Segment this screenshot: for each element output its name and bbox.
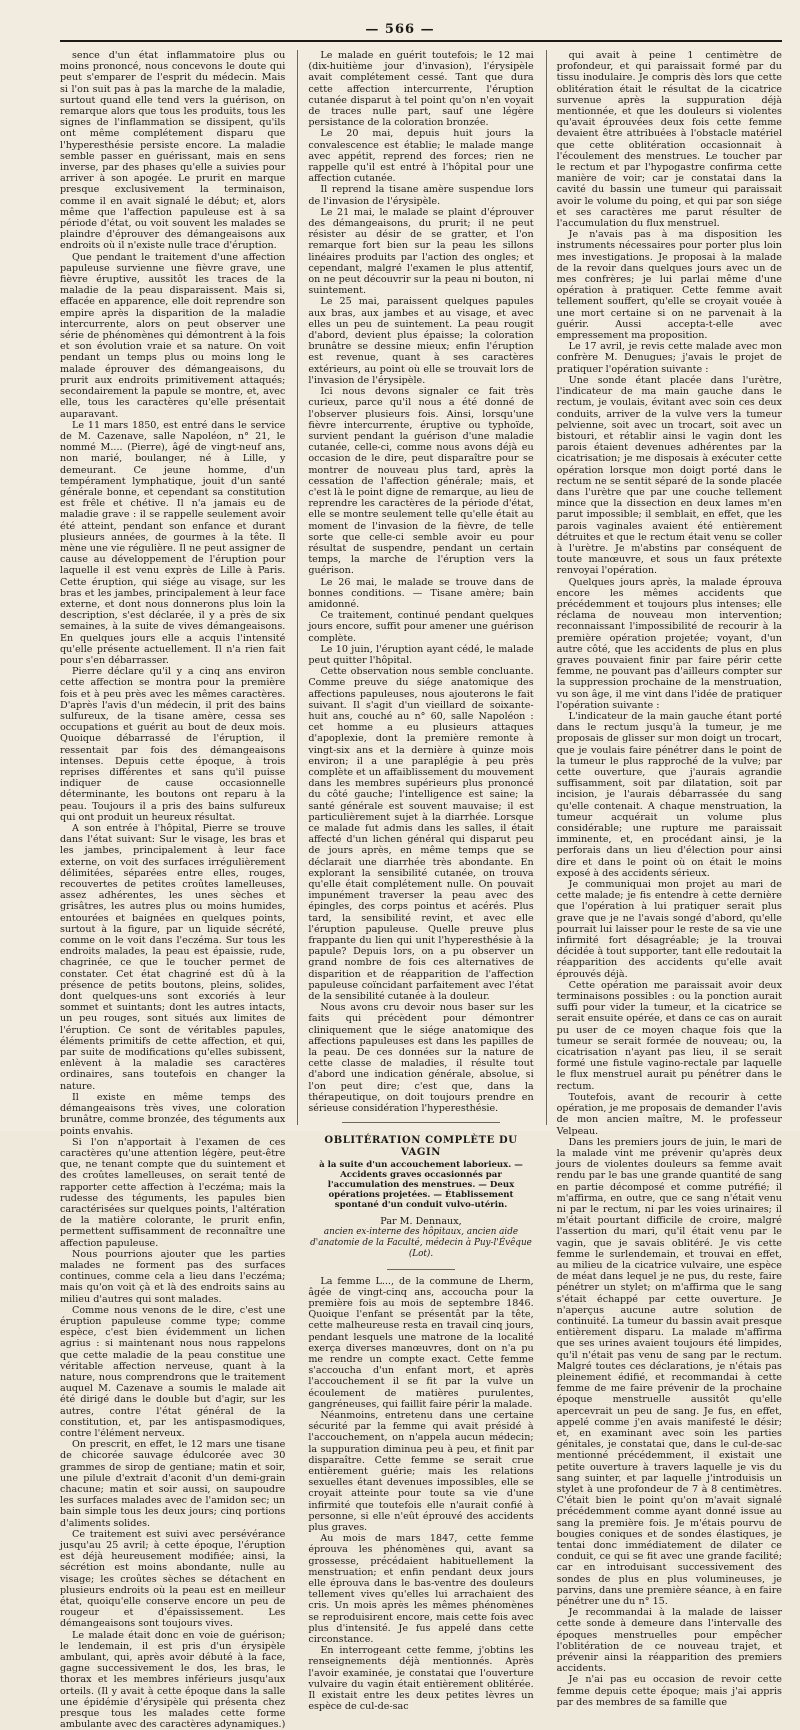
paragraph: Dans les premiers jours de juin, le mari de la malade vint me prévenir qu'après deux jours de violentes douleurs sa femme avait rendu par le bas une grande quantité de sang en partie décomposé et comme putréfié; il m'affirma, en outre, que ce sang n'était venu ni par le rectum, ni par les voies urinaires; il m'était pourtant difficile de croire, malgré l'assertion du mari, qu'il était venu par le vagin, que je savais oblitéré. Je vis cette femme le surlendemain, et trouvai en effet, au milieu de la cicatrice vulvaire, une espèce de méat dans lequel je ne pus, du reste, faire pénétrer un stylet; on m'affirma que le sang s'était échappé par cette ouverture. Je n'aperçus aucune autre solution de continuité. La tumeur du bassin avait presque entièrement disparu. La malade m'affirma que ses urines avaient toujours été limpides, qu'il n'était pas venu de sang par le rectum. Malgré toutes ces déclarations, je n'étais pas pleinement édifié, et recommandai à cette femme de me faire prévenir de la prochaine époque menstruelle aussitôt qu'elle apercevrait un peu de sang. Je fus, en effet, appelé comme j'en avais manifesté le désir; et, en examinant avec soin les parties génitales, je constatai que, dans le cul-de-sac mentionné précédemment, il existait une petite ouverture à travers laquelle je vis du sang suinter, et par laquelle j'introduisis un stylet à une profondeur de 7 à 8 centimètres. C'était bien le point qu'on m'avait signalé précédemment comme ayant donné issue au sang la première fois. Je m'étais pourvu de bougies coniques et de sondes élastiques, je tentai donc immédiatement de dilater ce conduit, ce qui se fit avec une grande facilité; car en introduisant successivement des sondes de plus en plus volumineuses, je parvins, dans une première séance, à en faire pénétrer une du n° 15. xyxy=(556,1136,782,1608)
paragraph: Toutefois, avant de recourir à cette opération, je me proposais de demander l'avis de mon ancien maître, M. le professeur Velpeau. xyxy=(556,1091,782,1137)
paragraph: Nous pourrions ajouter que les parties malades ne forment pas des surfaces continues, comme cela a lieu dans l'eczéma; mais qu'on voit çà et là des endroits sains au milieu d'autres qui sont malades. xyxy=(60,1248,286,1305)
paragraph: Je communiquai mon projet au mari de cette malade; je fis entendre à cette dernière que l'opération à lui pratiquer serait plus grave que je ne l'avais songé d'abord, qu'elle pourrait lui laisser pour le reste de sa vie une infirmité fort désagréable; je la trouvai décidée à tout supporter, tant elle redoutait la réapparition des accidents qu'elle avait éprouvés déjà. xyxy=(556,879,782,980)
paragraph: Pierre déclare qu'il y a cinq ans environ cette affection se montra pour la première fois et à peu près avec les mêmes caractères. D'après l'avis d'un médecin, il prit des bains sulfureux, de la tisane amère, cessa ses occupations et guérit au bout de deux mois. Quoique débarrassé de l'éruption, il ressentait par fois des démangeaisons intenses. Depuis cette époque, à trois reprises différentes et sans qu'il puisse indiquer de cause occasionnelle déterminante, les boutons ont reparu à la peau. Toujours il a pris des bains sulfureux qui ont produit un heureux résultat. xyxy=(60,666,286,823)
paragraph: Le malade était donc en voie de guérison; le lendemain, il est pris d'un érysipèle ambulant, qui, après avoir débuté à la face, gagne successivement le dos, les bras, le thorax et les membres inférieurs jusqu'aux orteils. (Il y avait à cette époque dans la salle une épidémie d'érysipèle qui présenta chez presque tous les malades cette forme ambulante avec des caractères adynamiques.) xyxy=(60,1629,286,1730)
paragraph: Le 17 avril, je revis cette malade avec mon confrère M. Denugues; j'avais le projet de pratiquer l'opération suivante : xyxy=(556,341,782,375)
paragraph: La femme L..., de la commune de Lherm, âgée de vingt-cinq ans, accoucha pour la première fois au mois de septembre 1846. Quoique l'enfant se présentât par la tête, cette malheureuse resta en travail cinq jours, pendant lesquels une matrone de la localité exerça diverses manœuvres, dont on n'a pu me rendre un compte exact. Cette femme s'accoucha d'un enfant mort, et après l'accouchement il se fit par la vulve un écoulement de matières purulentes, gangréneuses, qui faillit faire périr la malade. xyxy=(308,1275,534,1410)
column-3 xyxy=(546,50,782,1708)
paragraph: Que pendant le traitement d'une affection papuleuse survienne une fièvre grave, une fièvre éruptive, aussitôt les traces de la maladie de la peau disparaissent. Mais si, effacée en apparence, elle doit reprendre son empire après la disparition de la maladie intercurrente, alors on peut observer une série de phénomènes qui démontrent à la fois et son évolution vraie et sa nature. On voit pendant un temps plus ou moins long le malade éprouver des démangeaisons, du prurit aux endroits primitivement attaqués; secondairement la papule se montre, et, avec elle, tous les caractères qu'elle présentait auparavant. xyxy=(60,251,286,420)
paragraph: Je recommandai à la malade de laisser cette sonde à demeure dans l'intervalle des époques menstruelles pour empêcher l'oblitération de ce nouveau trajet, et prévenir ainsi la réapparition des premiers accidents. xyxy=(556,1607,782,1675)
article-title: OBLITÉRATION COMPLÈTE DU VAGIN xyxy=(324,1135,518,1158)
paragraph: Le malade en guérit toutefois; le 12 mai (dix-huitième jour d'invasion), l'érysipèle avait complétement cessé. Tant que dura cette affection intercurrente, l'éruption cutanée disparut à tel point qu'on n'en voyait de traces nulle part, sauf une légère persistance de la coloration bronzée. xyxy=(308,50,534,129)
paragraph: Cette observation nous semble concluante. Comme preuve du siége anatomique des affections papuleuses, nous ajouterons le fait suivant. Il s'agit d'un vieillard de soixante-huit ans, couché au n° 60, salle Napoléon : cet homme a eu plusieurs attaques d'apoplexie, dont la première remonte à vingt-six ans et la dernière à quinze mois environ; il a une paraplégie à peu près complète et un affaiblissement du mouvement dans les membres supérieurs plus prononcé du côté gauche; l'intelligence est saine; la santé générale est souvent mauvaise; il est particulièrement sujet à la diarrhée. Lorsque ce malade fut admis dans les salles, il était affecté d'un lichen général qui disparut peu de jours après, en même temps que se déclarait une diarrhée très abondante. En explorant la sensibilité cutanée, on trouva qu'elle était complétement nulle. On pouvait impunément traverser la peau avec des épingles, des corps pointus et acérés. Plus tard, la sensibilité revint, et avec elle l'éruption papuleuse. Quelle preuve plus frappante du lien qui unit l'hyperesthésie à la papule? Depuis lors, on a pu observer un grand nombre de fois ces alternatives de disparition et de réapparition de l'affection papuleuse coïncidant parfaitement avec l'état de la sensibilité cutanée à la douleur. xyxy=(308,666,534,1003)
paragraph: Ce traitement est suivi avec persévérance jusqu'au 25 avril; à cette époque, l'éruption est déjà heureusement modifiée; ainsi, la sécrétion est moins abondante, nulle au visage; les croûtes sèches se détachent en plusieurs endroits où la peau est en meilleur état, quoiqu'elle conserve encore un peu de rougeur et d'épaississement. Les démangeaisons sont toujours vives. xyxy=(60,1528,286,1630)
paragraph: Il reprend la tisane amère suspendue lors de l'invasion de l'érysipèle. xyxy=(308,184,534,207)
header-rule xyxy=(60,40,782,42)
paragraph: Je n'avais pas à ma disposition les instruments nécessaires pour porter plus loin mes investigations. Je proposai à la malade de la revoir dans quelques jours avec un de mes confrères; je lui parlai même d'une opération à pratiquer. Cette femme avait tellement souffert, qu'elle se croyait vouée à une mort certaine si on ne parvenait à la guérir. Aussi accepta-t-elle avec empressement ma proposition. xyxy=(556,229,782,342)
paragraph: Il existe en même temps des démangeaisons très vives, une coloration brunâtre, comme bronzée, des téguments aux points envahis. xyxy=(60,1091,286,1137)
column-1 xyxy=(60,50,286,1730)
article-byline: Par M. Dennaux, xyxy=(380,1215,462,1227)
column-2-bottom-text xyxy=(308,1276,533,1713)
paragraph: Ici nous devons signaler ce fait très curieux, parce qu'il nous a été donné de l'observer plusieurs fois. Ainsi, lorsqu'une fièvre intercurrente, éruptive ou typhoïde, survient pendant la guérison d'une maladie cutanée, celle-ci, comme nous avons déjà eu occasion de le dire, peut disparaître pour se montrer de nouveau plus tard, après la cessation de l'affection générale; mais, et c'est là le point digne de remarque, au lieu de reprendre les caractères de la période d'état, elle se montre seulement telle qu'elle était au moment de l'invasion de la fièvre, de telle sorte que celle-ci semble avoir eu pour résultat de suspendre, pendant un certain temps, la marche de l'éruption vers la guérison. xyxy=(308,386,534,577)
columns xyxy=(60,50,782,1730)
paragraph: Le 26 mai, le malade se trouve dans de bonnes conditions. — Tisane amère; bain amidonné. xyxy=(308,576,534,610)
paragraph: Si l'on n'apportait à l'examen de ces caractères qu'une attention légère, peut-être que, ne tenant compte que du suintement et des croûtes lamelleuses, on serait tenté de rapporter cette affection à l'eczéma; mais la rudesse des téguments, les papules bien caractérisées sur quelques points, l'altération de la matière colorante, le prurit enfin, permettent suffisamment de reconnaître une affection papuleuse. xyxy=(60,1136,286,1249)
paragraph: Le 20 mai, depuis huit jours la convalescence est établie; le malade mange avec appétit, reprend des forces; rien ne rappelle qu'il est entré à l'hôpital pour une affection cutanée. xyxy=(308,128,534,185)
paragraph: Le 25 mai, paraissent quelques papules aux bras, aux jambes et au visage, et avec elles un peu de suintement. La peau rougit d'abord, devient plus épaisse; la coloration brunâtre se dessine mieux; enfin l'éruption est revenue, quant à ses caractères extérieurs, au point où elle se trouvait lors de l'invasion de l'érysipèle. xyxy=(308,296,534,386)
paragraph: Le 10 juin, l'éruption ayant cédé, le malade peut quitter l'hôpital. xyxy=(308,643,534,666)
paragraph: Au mois de mars 1847, cette femme éprouva les phénomènes qui, avant sa grossesse, précédaient habituellement la menstruation; et enfin pendant deux jours elle éprouva dans le bas-ventre des douleurs tellement vives qu'elles lui arrachaient des cris. Un mois après les mêmes phénomènes se reproduisirent encore, mais cette fois avec plus d'intensité. Je fus appelé dans cette circonstance. xyxy=(308,1533,534,1646)
article-subtitle: à la suite d'un accouchement laborieux. — Accidents graves occasionnés par l'accumulation des menstrues. — Deux opérations projetées. — Établissement spontané d'un conduit vulvo-utérin. xyxy=(319,1159,523,1210)
paragraph: On prescrit, en effet, le 12 mars une tisane de chicorée sauvage édulcorée avec 30 grammes de sirop de gentiane; matin et soir, une pilule d'extrait d'aconit d'un demi-grain chacune; matin et soir aussi, on saupoudre les surfaces malades avec de l'amidon sec; un bain simple tous les deux jours; cinq portions d'aliments solides. xyxy=(60,1439,286,1529)
paragraph: L'indicateur de la main gauche étant porté dans le rectum jusqu'à la tumeur, je me proposais de glisser sur mon doigt un trocart, que je voulais faire pénétrer dans le point de la tumeur le plus rapproché de la vulve; par cette ouverture, que j'aurais agrandie suffisamment, soit par dilatation, soit par incision, je l'aurais débarrassée du sang qu'elle contenait. A chaque menstruation, la tumeur acquérait un volume plus considérable; une rupture me paraissait imminente, et, en procédant ainsi, je la perforais dans un lieu d'élection pour ainsi dire et dans le point où on était le moins exposé à des accidents sérieux. xyxy=(556,710,782,879)
paragraph: Je n'ai pas eu occasion de revoir cette femme depuis cette époque; mais j'ai appris par des membres de sa famille que xyxy=(556,1674,782,1708)
paragraph: qui avait à peine 1 centimètre de profondeur, et qui paraissait formé par du tissu inodulaire. Je compris dès lors que cette oblitération était le résultat de la cicatrice survenue après la suppuration déjà mentionnée, et que les douleurs si violentes qu'avait éprouvées deux fois cette femme devaient être attribuées à l'obstacle matériel que cette oblitération occasionnait à l'écoulement des menstrues. Le toucher par le rectum et par l'hypogastre confirma cette manière de voir; car je constatai dans la cavité du bassin une tumeur qui paraissait avoir le volume du poing, et qui par son siége et ses caractères me parut résulter de l'accumulation du flux menstruel. xyxy=(556,50,782,230)
paragraph: Le 11 mars 1850, est entré dans le service de M. Cazenave, salle Napoléon, n° 21, le nommé M.... (Pierre), âgé de vingt-neuf ans, non marié, boulanger, né à Lille, y demeurant. Ce jeune homme, d'un tempérament lymphatique, jouit d'un santé générale bonne, et cependant sa constitution est frêle et chétive. Il n'a jamais eu de maladie grave : il se rappelle seulement avoir été atteint, pendant son enfance et durant plusieurs années, de gourmes à la tête. Il mène une vie régulière. Il ne peut assigner de cause au développement de l'éruption pour laquelle il est venu exprès de Lille à Paris. Cette éruption, qui siége au visage, sur les bras et les jambes, principalement à leur face externe, et dont nous donnerons plus loin la description, s'est déclarée, il y a près de six semaines, à la suite de vives démangeaisons. En quelques jours elle a acquis l'intensité qu'elle présente actuellement. Il n'a rien fait pour s'en débarrasser. xyxy=(60,419,286,666)
author-affiliation: ancien ex-interne des hôpitaux, ancien aide d'anatomie de la Faculté, médecin à Puy-l'Évêque (Lot). xyxy=(310,1226,532,1260)
column-2 xyxy=(297,50,534,1713)
paragraph: Néanmoins, entretenu dans une certaine sécurité par la femme qui avait présidé à l'accouchement, on n'appela aucun médecin; la suppuration diminua peu à peu, et finit par disparaître. Cette femme se serait crue entièrement guérie; mais les relations sexuelles étant devenues impossibles, elle se croyait atteinte pour toute sa vie d'une infirmité que toutefois elle n'aurait confié à personne, si elle n'eût éprouvé des accidents plus graves. xyxy=(308,1409,534,1533)
paragraph: Cette opération me paraissait avoir deux terminaisons possibles : ou la ponction aurait suffi pour vider la tumeur, et la cicatrice se serait ensuite opérée, et dans ce cas on aurait pu user de ce moyen chaque fois que la tumeur se serait formée de nouveau; ou, la cicatrisation n'ayant pas lieu, il se serait formé une fistule vagino-rectale par laquelle le flux menstruel aurait pu pénétrer dans le rectum. xyxy=(556,979,782,1092)
paragraph: Comme nous venons de le dire, c'est une éruption papuleuse comme type; comme espèce, c'est bien évidemment un lichen agrius : si maintenant nous nous rappelons que cette maladie de la peau constitue une véritable affection nerveuse, quant à la nature, nous comprendrons que le traitement auquel M. Cazenave a soumis le malade ait été dirigé dans le double but d'agir, sur les autres, contre l'état général de la constitution, et, par les antispasmodiques, contre l'élément nerveux. xyxy=(60,1304,286,1439)
page-header xyxy=(0,18,800,42)
paragraph: En interrogeant cette femme, j'obtins les renseignements déjà mentionnés. Après l'avoir examinée, je constatai que l'ouverture vulvaire du vagin était entièrement oblitérée. Il existait entre les deux petites lèvres un espèce de cul-de-sac xyxy=(308,1645,534,1713)
paragraph: sence d'un état inflammatoire plus ou moins prononcé, nous concevons le doute qui peut s'emparer de l'esprit du médecin. Mais si l'on suit pas à pas la marche de la maladie, surtout quand elle tend vers la guérison, on remarque alors que tous les produits, tous les signes de l'inflammation se dissipent, qu'ils ont même complétement disparu que l'hyperesthésie persiste encore. La maladie semble passer en guérissant, mais en sens inverse, par des phases qu'elle a suivies pour arriver à son apogée. Le prurit en marque presque exclusivement la terminaison, comme il en avait signalé le début; et, alors même que l'affection papuleuse est à sa période d'état, ou voit souvent les malades se plaindre d'éprouver des démangeaisons aux endroits où il n'existe nulle trace d'éruption. xyxy=(60,50,286,252)
paragraph: Ce traitement, continué pendant quelques jours encore, suffit pour amener une guérison complète. xyxy=(308,610,534,644)
column-2-top-text xyxy=(308,50,533,1114)
paragraph: Une sonde étant placée dans l'urètre, l'indicateur de ma main gauche dans le rectum, je voulais, évitant avec soin ces deux conduits, arriver de la vulve vers la tumeur pelvienne, soit avec un trocart, soit avec un bistouri, et rétablir ainsi le vagin dont les parois étaient devenues adhérentes par la cicatrisation; je me disposais à exécuter cette opération lorsque mon doigt porté dans le rectum ne se sentit séparé de la sonde placée dans l'urètre que par une couche tellement mince que la dissection en deux lames m'en parut impossible; il semblait, en effet, que les parois vaginales avaient été entièrement détruites et que le rectum était venu se coller à l'urètre. Je m'abstins par conséquent de toute manœuvre, et sous un faux prétexte renvoyai l'opération. xyxy=(556,374,782,577)
paragraph: Le 21 mai, le malade se plaint d'éprouver des démangeaisons, du prurit; il ne peut résister au désir de se gratter, et l'on remarque fort bien sur la peau les sillons linéaires produits par l'action des ongles; et cependant, malgré l'examen le plus attentif, on ne peut découvrir sur la peau ni bouton, ni suintement. xyxy=(308,206,534,297)
byline-separator xyxy=(387,1269,455,1270)
article-separator xyxy=(342,1122,500,1123)
paragraph: Nous avons cru devoir nous baser sur les faits qui précèdent pour démontrer cliniquement que le siége anatomique des affections papuleuses est dans les papilles de la peau. De ces données sur la nature de cette classe de maladies, il résulte tout d'abord une indication générale, absolue, si l'on peut dire; c'est que, dans la thérapeutique, on doit toujours prendre en sérieuse considération l'hyperesthésie. xyxy=(308,1002,534,1115)
paragraph: Quelques jours après, la malade éprouva encore les mêmes accidents que précédemment et toujours plus intenses; elle réclama de nouveau mon intervention; reconnaissant l'impossibilité de recourir à la première opération projetée; voyant, d'un autre côté, que les accidents de plus en plus graves pouvaient finir par faire périr cette femme, ne pouvant pas d'ailleurs compter sur la suppression prochaine de la menstruation, vu son âge, il me vint dans l'idée de pratiquer l'opération suivante : xyxy=(556,576,782,711)
paragraph: A son entrée à l'hôpital, Pierre se trouve dans l'état suivant: Sur le visage, les bras et les jambes, principalement à leur face externe, on voit des surfaces irrégulièrement délimitées, séparées entre elles, rouges, recouvertes de petites croûtes lamelleuses, assez adhérentes, les unes sèches et grisâtres, les autres plus ou moins humides, entourées et baignées en quelques points, surtout à la figure, par un liquide sécrété, comme on le voit dans l'eczéma. Sur tous les endroits malades, la peau est épaissie, rude, chagrinée, ce que le toucher permet de constater. Cet état chagriné est dû à la présence de petits boutons, pleins, solides, dont quelques-uns sont excoriés à leur sommet et suintants; dont les autres intacts, un peu rouges, sont situés aux limites de l'éruption. Ce sont de véritables papules, éléments primitifs de cette affection, et qui, par suite de modifications qu'elles subissent, enlèvent à la maladie ses caractères ordinaires, sans toutefois en changer la nature. xyxy=(60,823,286,1092)
page-number: — 566 — xyxy=(365,22,435,37)
